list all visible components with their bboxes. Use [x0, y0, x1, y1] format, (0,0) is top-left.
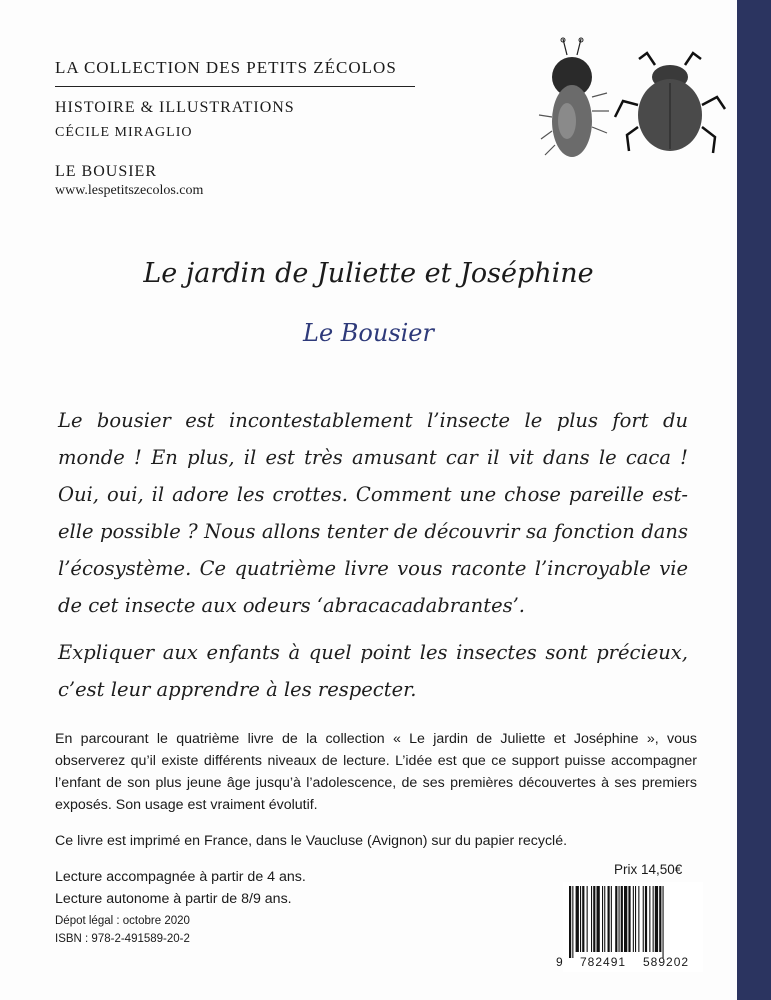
printing-note: Ce livre est imprimé en France, dans le Vaucluse (Avignon) sur du papier recyclé.	[55, 833, 568, 849]
barcode-bar	[576, 886, 579, 952]
barcode-bar	[608, 886, 610, 952]
barcode-bar	[580, 886, 581, 952]
beetle-top-icon	[615, 53, 725, 153]
barcode-bar	[659, 886, 661, 952]
author-name: CÉCILE MIRAGLIO	[55, 125, 193, 140]
cursive-paragraph-2: Expliquer aux enfants à quel point les insectes sont précieux, c’est leur apprendre à les respecter.	[58, 641, 688, 701]
isbn-number: ISBN : 978-2-491589-20-2	[55, 933, 190, 945]
beetle-illustration	[535, 35, 735, 175]
barcode-lead-digit: 9	[556, 955, 563, 969]
barcode-bar	[591, 886, 592, 952]
barcode-bar	[624, 886, 627, 952]
barcode-bar	[593, 886, 595, 952]
credits-title: HISTOIRE & ILLUSTRATIONS	[55, 99, 295, 116]
barcode-bar	[635, 886, 636, 952]
barcode-bar	[582, 886, 584, 952]
website-url: www.lespetitszecolos.com	[55, 183, 204, 198]
beetle-side-icon	[539, 38, 609, 157]
barcode-bar	[572, 886, 573, 958]
barcode-bar	[611, 886, 612, 952]
barcode-bar	[597, 886, 600, 952]
spine-color-band	[737, 0, 771, 1000]
barcode-bar	[602, 886, 603, 952]
barcode-bar	[643, 886, 644, 952]
book-title: LE BOUSIER	[55, 163, 157, 180]
barcode-bar	[615, 886, 617, 952]
barcode-bar	[645, 886, 647, 952]
barcode-digits-group-1: 782491	[580, 955, 627, 969]
barcode-digits-group-2: 589202	[643, 955, 690, 969]
subtitle: Le Bousier	[303, 319, 434, 347]
info-paragraph: En parcourant le quatrième livre de la collection « Le jardin de Juliette et Joséphine », vous observerez qu’il existe différents niveaux de lecture. L’idée est que ce support puisse accompagner l’enfant de son plus jeune âge jusqu’à l’adolescence, de ses premières découvertes à ses premiers exposés. Son usage est vraiment évolutif.	[55, 731, 697, 813]
reading-level-accompanied: Lecture accompagnée à partir de 4 ans.	[55, 869, 306, 885]
legal-deposit: Dépot légal : octobre 2020	[55, 915, 190, 927]
barcode-bar	[653, 886, 654, 952]
barcode-bar	[663, 886, 664, 958]
barcode-bar	[633, 886, 634, 952]
cursive-paragraph-1: Le bousier est incontestablement l’insecte le plus fort du monde ! En plus, il est très amusant car il vit dans le caca ! Oui, oui, il adore les crottes. Comment une chose pareille est-elle possible ? Nous allons tenter de découvrir sa fonction dans l’écosystème. Ce quatrième livre vous raconte l’incroyable vie de cet insecte aux odeurs ‘abracacadabrantes’.	[58, 409, 688, 617]
barcode-bar	[638, 886, 639, 952]
price-label: Prix 14,50€	[614, 862, 683, 877]
barcode-bar	[628, 886, 630, 952]
barcode-bar	[649, 886, 650, 952]
cover-title-block	[0, 258, 737, 347]
barcode-bar	[569, 886, 571, 958]
barcode-bar	[655, 886, 658, 952]
collection-name: LA COLLECTION DES PETITS ZÉCOLOS	[55, 58, 415, 87]
header-block	[55, 58, 415, 199]
legal-info	[55, 912, 190, 948]
main-title: Le jardin de Juliette et Joséphine	[143, 258, 594, 289]
barcode-bar	[604, 886, 605, 952]
cursive-description	[58, 402, 688, 718]
barcode-bar	[621, 886, 623, 952]
barcode-bar	[587, 886, 588, 952]
barcode-bar	[619, 886, 620, 952]
reading-level-autonomous: Lecture autonome à partir de 8/9 ans.	[55, 891, 292, 907]
